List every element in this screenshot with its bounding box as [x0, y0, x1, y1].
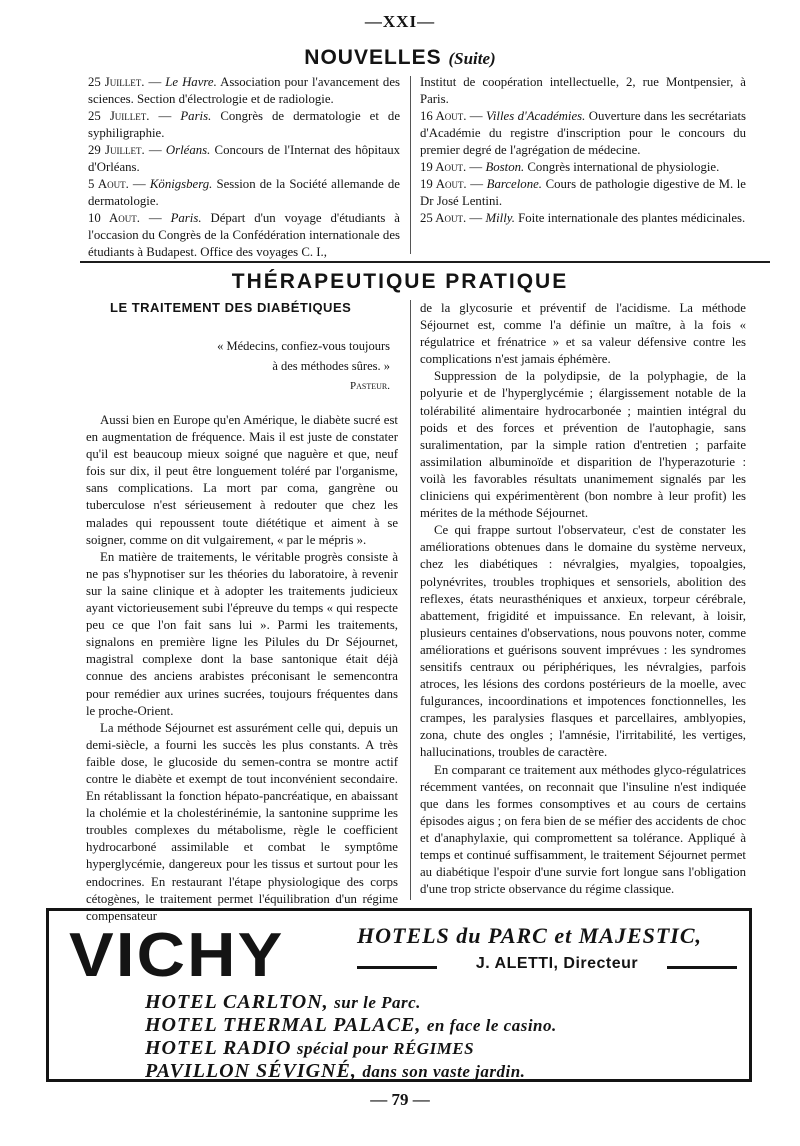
ad-brand: VICHY — [69, 921, 285, 990]
event-item: 29 Juillet. — Orléans. Concours de l'Internat des hôpitaux d'Orléans. — [88, 143, 400, 174]
event-continuation: Institut de coopération intellectuelle, 2, rue Montpensier, à Paris. — [420, 75, 746, 106]
ad-hotel-detail: spécial pour RÉGIMES — [296, 1039, 475, 1058]
events-column-left — [88, 74, 400, 261]
epigraph-line: à des méthodes sûres. » — [272, 359, 390, 373]
event-text: Foite internationale des plantes médicinales. — [518, 211, 746, 225]
ad-director-row — [357, 955, 737, 979]
event-date: 5 Aout. — [88, 177, 129, 191]
section-heading — [0, 46, 800, 70]
event-text: Ouverture dans les secrétariats d'Académie du registre d'inscription pour le concours du premier degré de l'agrégation de médecine. — [420, 109, 746, 157]
event-place: Paris. — [180, 109, 212, 123]
page-roman-numeral: —XXI— — [364, 12, 436, 31]
event-date: 29 Juillet. — [88, 143, 145, 157]
event-item: 25 Juillet. — Paris. Congrès de dermatologie et de syphiligraphie. — [88, 109, 400, 140]
event-item: 25 Aout. — Milly. Foite internationale des plantes médicinales. — [420, 211, 746, 225]
event-date: 19 Aout. — [420, 160, 467, 174]
event-place: Orléans. — [165, 143, 211, 157]
article-paragraph: Suppression de la polydipsie, de la polyphagie, de la polyurie et de l'hyperglycémie ; élargissement notable de la tolérabilité alimentaire hydrocarbonée ; maintien intégral du poids et des forces et prévention de l'autophagie, sans suralimentation, par la simple ration d'entretien ; parfaite assimilation albuminoïde et disparition de l'hyperazoturie : voilà les favorables résultats unanimement signalés par les cliniciens qui expérimentèrent (bon nombre à leur profit) les mérites de la méthode Séjournet. — [420, 369, 746, 521]
event-text: Départ d'un voyage d'étudiants à l'occasion du Congrès de la Confédération internationale des étudiants à Budapest. Office des voyages C. I., — [88, 211, 400, 259]
event-place: Königsberg. — [149, 177, 213, 191]
event-place: Villes d'Académies. — [486, 109, 586, 123]
ad-hotel-line — [145, 1060, 557, 1083]
ad-rule-right — [667, 966, 737, 969]
article-paragraph: Ce qui frappe surtout l'observateur, c'est de constater les améliorations obtenues dans le domaine du système nerveux, chez les diabétiques : névralgies, myalgies, topoalgies, polynévrites, troubles trophiques et sensoriels, abolition des reflexes, états neurasthéniques et anxieux, torpeur cérébrale, abattement, frigidité et impuissance. En relevant, à loisir, plusieurs centaines d'observations, nous pouvons noter, comme améliorations et guérisons souvent imprévues : les syndromes sensitifs centraux ou périphériques, les névralgies, parfois atroces, les lésions des cordons postérieurs de la moelle, avec fulgurances, incoordinations et impotences fonctionnelles, les crampes, les paralysies flasques et parcellaires, amblyopies, zona, chute des ongles ; l'amnésie, l'irritabilité, les vertiges, hallucinations, troubles de caractère. — [420, 523, 746, 760]
event-text: Concours de l'Internat des hôpitaux d'Orléans. — [88, 143, 400, 174]
vichy-advertisement — [46, 908, 752, 1082]
ad-hotel-name: PAVILLON SÉVIGNÉ, — [145, 1060, 357, 1082]
event-place: Barcelone. — [486, 177, 542, 191]
article-paragraph: En comparant ce traitement aux méthodes glyco-régulatrices récemment vantées, on reconnait que l'insuline n'est indiquée que dans les formes consomptives et au cours de certains épisodes aigus ; on fera bien de se méfier des accidents de choc et d'anaphylaxie, qui compromettent sa tolérance. Appliqué à temps et continué suffisamment, le traitement Séjournet permet au diabétique l'espoir d'une survie fort longue sans l'obligation d'une trop stricte observance du régime classique. — [420, 762, 746, 897]
event-place: Milly. — [485, 211, 515, 225]
event-date: 25 Juillet. — [88, 75, 145, 89]
article-paragraph: Aussi bien en Europe qu'en Amérique, le diabète sucré est en augmentation de fréquence. Mais il est juste de constater qu'il est beaucoup mieux soigné que naguère et que, neuf fois sur dix, il peut être longuement toléré par l'organisme, sans complications. La mort par coma, gangrène ou tuberculose n'est sérieusement à redouter que chez les malades qui repoussent toute diététique et aiment à se soigner, comme on dit vulgairement, « par le mépris ». — [86, 413, 398, 547]
ad-hotel-name: HOTEL CARLTON, — [145, 991, 329, 1013]
ad-hotels-heading: HOTELS du PARC et MAJESTIC, — [357, 923, 703, 948]
event-item: 25 Juillet. — Le Havre. Association pour l'avancement des sciences. Section d'électrologie et de radiologie. — [88, 75, 400, 106]
column-divider-article — [410, 300, 411, 900]
event-item: 19 Aout. — Boston. Congrès international de physiologie. — [420, 160, 720, 174]
column-divider-top — [410, 76, 411, 254]
event-place: Boston. — [485, 160, 525, 174]
article-column-right — [420, 300, 746, 898]
article-paragraph: En matière de traitements, le véritable progrès consiste à ne pas s'hypnotiser sur les théories du laboratoire, à revenir sur la saine clinique et à adopter les traitements judicieux ayant victorieusement subi l'épreuve du temps « qui respecte peu ce que l'on fait sans lui ». Parmi les traitements, signalons en première ligne les Pilules du Dr Séjournet, magistral complexe dont la base santonique était déjà connue des anciens arabistes préconisant le semencontra pour remédier aux urines sucrées, toujours fréquentes dans le proche-Orient. — [86, 549, 398, 718]
article-title: LE TRAITEMENT DES DIABÉTIQUES — [110, 300, 352, 315]
section-title: NOUVELLES — [304, 46, 442, 69]
page-number: — 79 — — [370, 1090, 430, 1109]
events-column-right — [420, 74, 746, 227]
epigraph — [190, 336, 390, 396]
epigraph-author: Pasteur. — [350, 380, 390, 392]
ad-hotel-line — [145, 991, 557, 1014]
event-item: 16 Aout. — Villes d'Académies. Ouverture dans les secrétariats d'Académie du registre d'inscription pour le concours du premier degré de l'agrégation de médecine. — [420, 109, 746, 157]
article-column-left — [86, 412, 398, 925]
event-place: Paris. — [170, 211, 202, 225]
ad-rule-left — [357, 966, 437, 969]
event-date: 19 Aout. — [420, 177, 467, 191]
article-section-title: THÉRAPEUTIQUE PRATIQUE — [231, 270, 569, 293]
event-text: Congrès international de physiologie. — [527, 160, 720, 174]
ad-hotel-name: HOTEL THERMAL PALACE, — [145, 1014, 422, 1036]
ad-hotel-name: HOTEL RADIO — [145, 1037, 292, 1059]
event-date: 25 Aout. — [420, 211, 467, 225]
section-divider — [80, 261, 770, 263]
article-paragraph: La méthode Séjournet est assurément celle qui, depuis un demi-siècle, a fourni les succès les plus constants. A très faible dose, le glucoside du semen-contra se montre actif contre le diabète et exempt de tout inconvénient secondaire. En rétablissant la fonction hépato-pancréatique, en abaissant la cholémie et la cholestérinémie, la santonine supprime les troubles complexes du métabolisme, règle le coefficient hydrocarboné assimilable et combat le symptôme hyperglycémie, dangereux pour les tissus et surtout pour les endocrines. En restaurant l'étape physiologique des corps cétogènes, le traitement permet l'équilibration d'un régime compensateur — [86, 720, 398, 923]
event-date: 16 Aout. — [420, 109, 467, 123]
event-text: Session de la Société allemande de dermatologie. — [88, 177, 400, 208]
ad-hotel-detail: sur le Parc. — [334, 993, 421, 1012]
ad-hotel-line — [145, 1014, 557, 1037]
event-item: 10 Aout. — Paris. Départ d'un voyage d'étudiants à l'occasion du Congrès de la Confédération internationale des étudiants à Budapest. Office des voyages C. I., — [88, 211, 400, 259]
event-text: Congrès de dermatologie et de syphiligraphie. — [88, 109, 400, 140]
event-date: 25 Juillet. — [88, 109, 150, 123]
epigraph-line: « Médecins, confiez-vous toujours — [217, 339, 390, 353]
ad-hotel-line — [145, 1037, 557, 1060]
event-date: 10 Aout. — [88, 211, 140, 225]
event-place: Le Havre. — [165, 75, 217, 89]
event-text: Cours de pathologie digestive de M. le Dr José Lentini. — [420, 177, 746, 208]
section-suffix: (Suite) — [448, 49, 496, 68]
ad-hotel-detail: dans son vaste jardin. — [362, 1062, 526, 1081]
ad-director: J. ALETTI, Directeur — [475, 955, 639, 972]
article-paragraph: de la glycosurie et préventif de l'acidisme. La méthode Séjournet est, comme l'a définie un maître, à la fois « régulatrice et frénatrice » et sa valeur défensive contre les complications n'est jamais éphémère. — [420, 301, 746, 367]
event-text: Association pour l'avancement des sciences. Section d'électrologie et de radiologie. — [88, 75, 400, 106]
event-item: 19 Aout. — Barcelone. Cours de pathologie digestive de M. le Dr José Lentini. — [420, 177, 746, 208]
ad-hotel-list — [145, 991, 557, 1083]
ad-hotel-detail: en face le casino. — [426, 1016, 557, 1035]
event-item: 5 Aout. — Königsberg. Session de la Société allemande de dermatologie. — [88, 177, 400, 208]
